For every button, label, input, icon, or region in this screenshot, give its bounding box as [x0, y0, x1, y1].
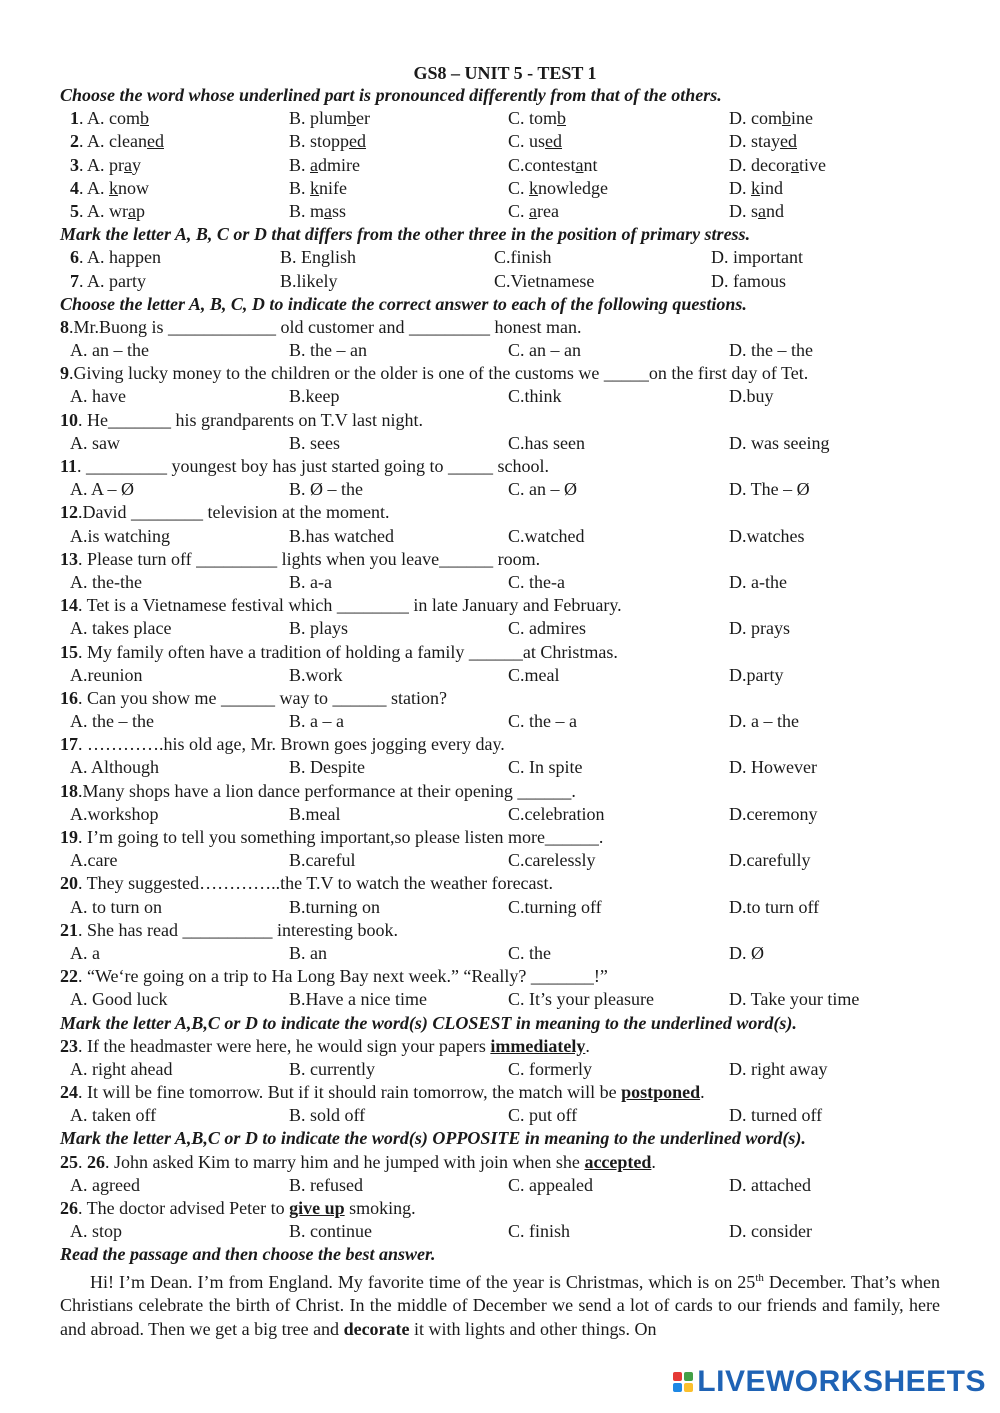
answer-options: A. stop B. continue C. finish D. consider: [70, 1221, 812, 1242]
question-row: 4. A. know B. knife C. knowledge D. kind: [70, 177, 784, 198]
brand-logo-icon: [673, 1372, 693, 1392]
answer-options: A. the-the B. a-a C. the-a D. a-the: [70, 571, 787, 592]
answer-options: A.is watching B.has watched C.watched D.watches: [70, 525, 805, 546]
worksheet-page: [60, 62, 950, 1341]
question-stem: 12.David ________ television at the moment.: [60, 502, 390, 523]
question-stem: 9.Giving lucky money to the children or the older is one of the customs we _____on the first day of Tet.: [60, 363, 809, 384]
question-row: 6. A. happen B. English C.finish D. important: [70, 247, 803, 268]
brand-name: LIVEWORKSHEETS: [697, 1365, 986, 1398]
question-stem: 11. _________ youngest boy has just started going to _____ school.: [60, 456, 549, 476]
question-stem: 20. They suggested…………..the T.V to watch the weather forecast.: [60, 873, 554, 894]
question-stem: 13. Please turn off _________ lights when you leave______ room.: [60, 548, 541, 569]
section-instruction: Choose the word whose underlined part is pronounced differently from that of the others.: [60, 85, 722, 105]
question-stem: 24. It will be fine tomorrow. But if it should rain tomorrow, the match will be postponed.: [60, 1082, 705, 1103]
answer-options: A. Good luck B.Have a nice time C. It’s your pleasure D. Take your time: [70, 989, 860, 1010]
question-stem: 16. Can you show me ______ way to ______ station?: [60, 687, 447, 708]
question-row: 3. A. pray B. admire C.contestant D. decorative: [70, 154, 826, 175]
answer-options: A. takes place B. plays C. admires D. prays: [70, 618, 790, 639]
answer-options: A.reunion B.work C.meal D.party: [70, 664, 784, 685]
section-instruction: Choose the letter A, B, C, D to indicate the correct answer to each of the following questions.: [60, 293, 747, 314]
question-stem: 14. Tet is a Vietnamese festival which ________ in late January and February.: [60, 595, 622, 616]
answer-options: A. taken off B. sold off C. put off D. turned off: [70, 1105, 823, 1126]
section-instruction: Mark the letter A,B,C or D to indicate the word(s) CLOSEST in meaning to the underlined word(s).: [60, 1012, 797, 1033]
question-stem: 26. The doctor advised Peter to give up smoking.: [60, 1198, 416, 1218]
question-stem: 17. ………….his old age, Mr. Brown goes jogging every day.: [60, 734, 505, 755]
section-instruction: Mark the letter A,B,C or D to indicate the word(s) OPPOSITE in meaning to the underlined word(s).: [60, 1128, 806, 1149]
answer-options: A. saw B. sees C.has seen D. was seeing: [70, 432, 830, 453]
question-stem: 23. If the headmaster were here, he would sign your papers immediately.: [60, 1035, 590, 1056]
answer-options: A. right ahead B. currently C. formerly D. right away: [70, 1058, 828, 1079]
question-row: 2. A. cleaned B. stopped C. used D. stayed: [70, 131, 797, 152]
answer-options: A. a B. an C. the D. Ø: [70, 942, 764, 963]
question-stem: 25. 26. John asked Kim to marry him and he jumped with join when she accepted.: [60, 1151, 656, 1172]
answer-options: A. have B.keep C.think D.buy: [70, 386, 774, 407]
answer-options: A. agreed B. refused C. appealed D. attached: [70, 1174, 811, 1195]
answer-options: A.care B.careful C.carelessly D.carefully: [70, 850, 811, 871]
question-stem: 15. My family often have a tradition of holding a family ______at Christmas.: [60, 641, 618, 662]
question-stem: 22. “We‘re going on a trip to Ha Long Bay next week.” “Really? _______!”: [60, 966, 608, 987]
answer-options: A. Although B. Despite C. In spite D. However: [70, 757, 817, 778]
liveworksheets-logo[interactable]: [673, 1365, 986, 1399]
answer-options: A. an – the B. the – an C. an – an D. the – the: [70, 340, 813, 361]
answer-options: A.workshop B.meal C.celebration D.ceremony: [70, 803, 818, 824]
question-stem: 10. He_______ his grandparents on T.V last night.: [60, 409, 423, 430]
answer-options: A. the – the B. a – a C. the – a D. a – the: [70, 711, 799, 732]
answer-options: A. A – Ø B. Ø – the C. an – Ø D. The – Ø: [70, 479, 810, 500]
reading-passage: Hi! I’m Dean. I’m from England. My favorite time of the year is Christmas, which is on 25th December. That’s when Christians celebrate the birth of Christ. In the middle of December we send a lot of cards to our friends and family, here and abroad. Then we get a big tree and decorate it with lights and other things. On: [60, 1271, 940, 1339]
page-title: GS8 – UNIT 5 - TEST 1: [413, 63, 597, 83]
question-stem: 8.Mr.Buong is ____________ old customer and _________ honest man.: [60, 316, 582, 337]
question-stem: 18.Many shops have a lion dance performance at their opening ______.: [60, 780, 576, 801]
section-instruction: Mark the letter A, B, C or D that differs from the other three in the position of primary stress.: [60, 224, 751, 245]
question-row: 5. A. wrap B. mass C. area D. sand: [70, 200, 785, 221]
question-stem: 19. I’m going to tell you something important,so please listen more______.: [60, 827, 604, 847]
answer-options: A. to turn on B.turning on C.turning off D.to turn off: [70, 896, 820, 917]
question-row: 7. A. party B.likely C.Vietnamese D. famous: [70, 270, 786, 291]
section-instruction: Read the passage and then choose the best answer.: [60, 1244, 436, 1265]
question-stem: 21. She has read __________ interesting book.: [60, 919, 398, 940]
question-row: 1. A. comb B. plumber C. tomb D. combine: [70, 108, 813, 129]
